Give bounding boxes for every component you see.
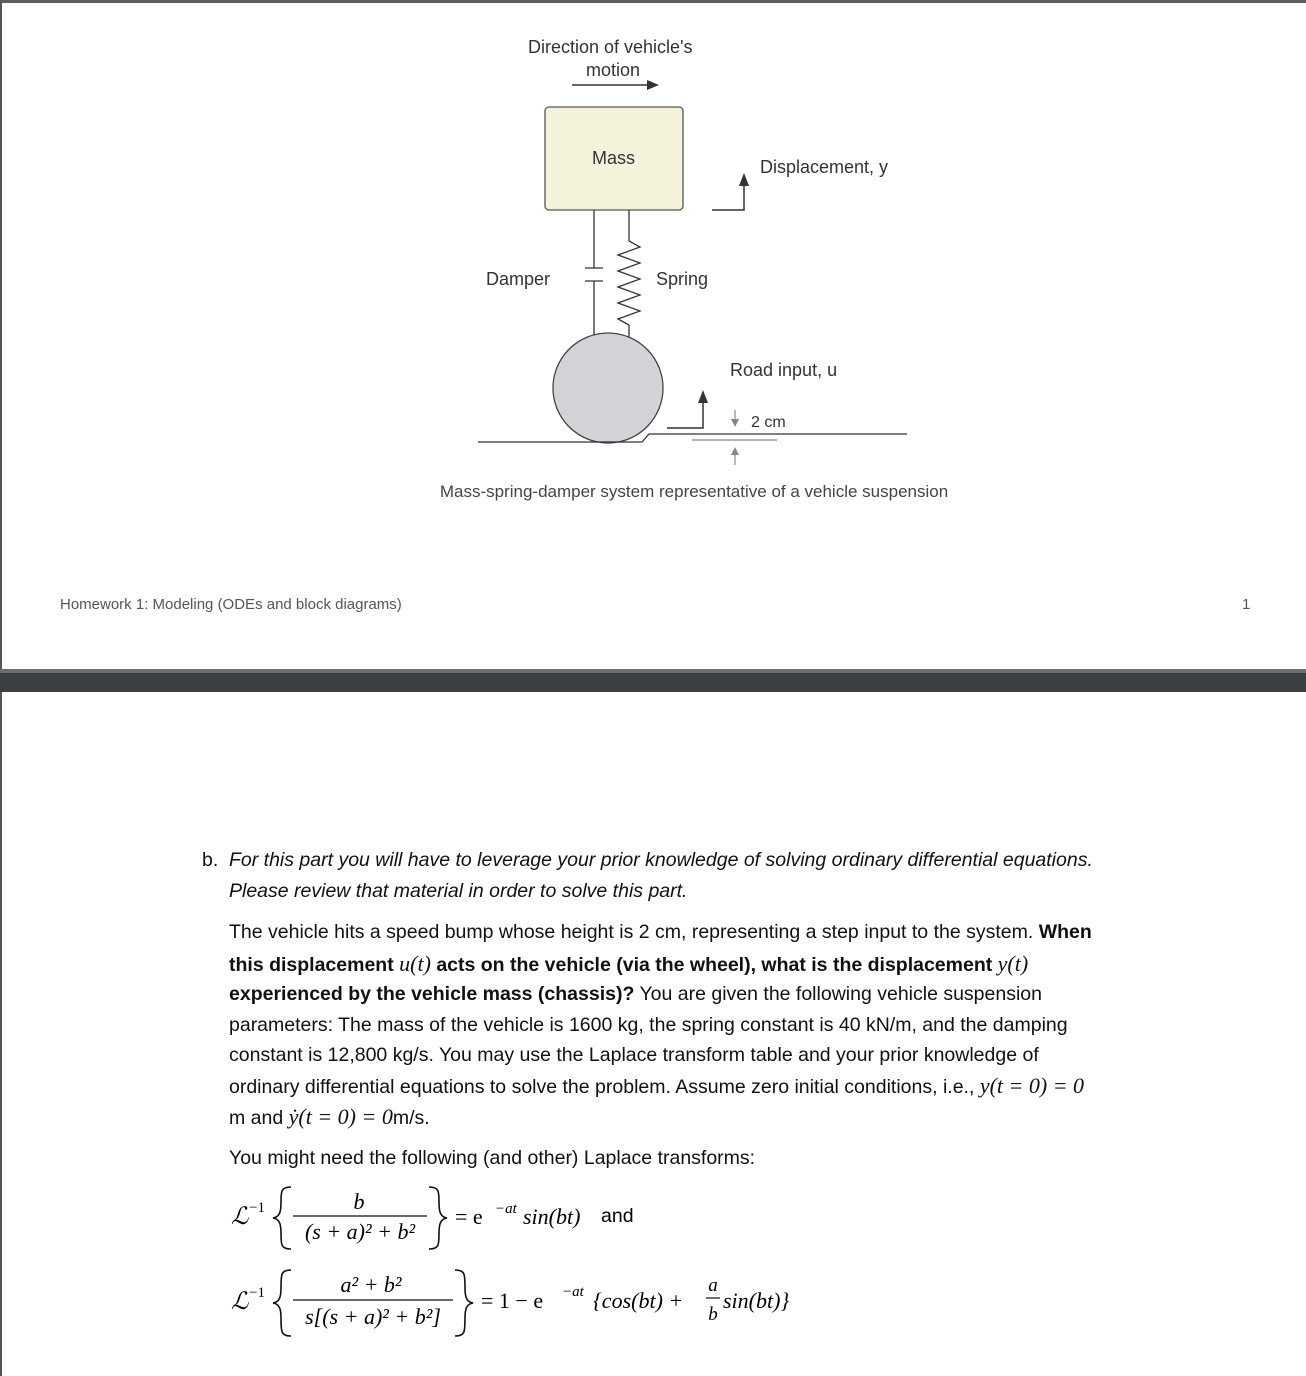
road-input-arrow-icon	[667, 390, 708, 428]
suspension-diagram	[2, 3, 1306, 473]
displacement-arrow-icon	[712, 173, 749, 210]
right-brace-icon	[455, 1270, 473, 1336]
wheel	[553, 333, 663, 443]
damper-icon	[585, 210, 603, 350]
inverse-superscript: −1	[249, 1200, 265, 1216]
page-number: 1	[1242, 596, 1251, 613]
intro-line-2: Please review that material in order to solve this part.	[229, 880, 688, 902]
problem-bold: acts on the vehicle (via the wheel), what is the displacement	[436, 954, 993, 976]
math-initial-ydot: ẏ(t = 0) = 0	[288, 1104, 393, 1129]
intro-line-1: For this part you will have to leverage your prior knowledge of solving ordinary differential equations.	[229, 849, 1093, 871]
laplace-operator: ℒ	[231, 1289, 249, 1315]
part-marker: b.	[202, 849, 219, 871]
problem-line-2	[229, 948, 1159, 981]
document-page-1	[2, 0, 1306, 669]
problem-line-5: constant is 12,800 kg/s. You may use the Laplace transform table and your prior knowledge of	[229, 1044, 1039, 1066]
fraction-denominator: s[(s + a)² + b²]	[305, 1304, 441, 1329]
problem-bold: When	[1038, 921, 1092, 943]
left-brace-icon	[273, 1270, 291, 1336]
problem-line-6	[229, 1070, 1159, 1103]
problem-bold: this displacement	[229, 954, 394, 976]
problem-text: ordinary differential equations to solve the problem. Assume zero initial conditions, i.e.,	[229, 1076, 975, 1098]
and-word: and	[601, 1205, 634, 1227]
laplace-equation-1	[229, 1179, 829, 1259]
problem-text: You are given the following vehicle suspension	[639, 983, 1042, 1005]
problem-line-7	[229, 1101, 1159, 1134]
direction-label-motion: motion	[586, 60, 641, 80]
damper-label: Damper	[486, 269, 551, 289]
laplace-intro: You might need the following (and other) Laplace transforms:	[229, 1147, 756, 1169]
bump-height-label: 2 cm	[751, 414, 786, 431]
small-fraction-denominator: b	[708, 1304, 718, 1325]
direction-label: Direction of vehicle's	[528, 37, 693, 57]
road-input-label: Road input, u	[730, 360, 838, 380]
figure-caption: Mass-spring-damper system representative of a vehicle suspension	[439, 482, 949, 501]
problem-text: The vehicle hits a speed bump whose height is 2 cm, representing a step input to the system.	[229, 921, 1034, 943]
problem-line-1	[229, 917, 1159, 948]
rhs-exponent: −at	[562, 1284, 584, 1300]
rhs-sin: sin(bt)	[523, 1204, 581, 1229]
footer-title: Homework 1: Modeling (ODEs and block diagrams)	[60, 596, 402, 613]
laplace-equation-2	[229, 1262, 849, 1352]
problem-text: m/s.	[392, 1107, 430, 1129]
problem-text: m and	[229, 1107, 284, 1129]
direction-arrow-icon	[572, 80, 659, 90]
spring-icon	[618, 210, 640, 350]
problem-bold: experienced by the vehicle mass (chassis)?	[229, 983, 635, 1005]
math-initial-y: y(t = 0) = 0	[979, 1073, 1085, 1098]
rhs-one-minus: = 1 − e	[481, 1288, 544, 1313]
fraction-numerator: a² + b²	[340, 1272, 402, 1297]
spring-label: Spring	[656, 269, 709, 289]
math-y-t: y(t)	[997, 951, 1029, 976]
page-gutter	[0, 669, 1306, 692]
math-u-t: u(t)	[399, 951, 431, 976]
rhs-cos: {cos(bt) +	[593, 1288, 684, 1313]
fraction-numerator: b	[353, 1189, 365, 1214]
laplace-operator: ℒ	[231, 1204, 249, 1230]
rhs-exponent: −at	[495, 1201, 517, 1217]
problem-line-4: parameters: The mass of the vehicle is 1600 kg, the spring constant is 40 kN/m, and the damping	[229, 1014, 1068, 1036]
small-fraction-numerator: a	[708, 1275, 718, 1296]
rhs-equals: = e	[455, 1204, 483, 1229]
fraction-denominator: (s + a)² + b²	[304, 1219, 416, 1244]
left-brace-icon	[273, 1187, 291, 1249]
road-line	[478, 434, 907, 442]
rhs-sin: sin(bt)}	[723, 1288, 790, 1313]
document-page-2	[2, 692, 1306, 1376]
problem-line-3	[229, 979, 1159, 1010]
displacement-label: Displacement, y	[760, 157, 889, 177]
mass-label: Mass	[592, 148, 636, 168]
right-brace-icon	[429, 1187, 447, 1249]
inverse-superscript: −1	[249, 1285, 265, 1301]
